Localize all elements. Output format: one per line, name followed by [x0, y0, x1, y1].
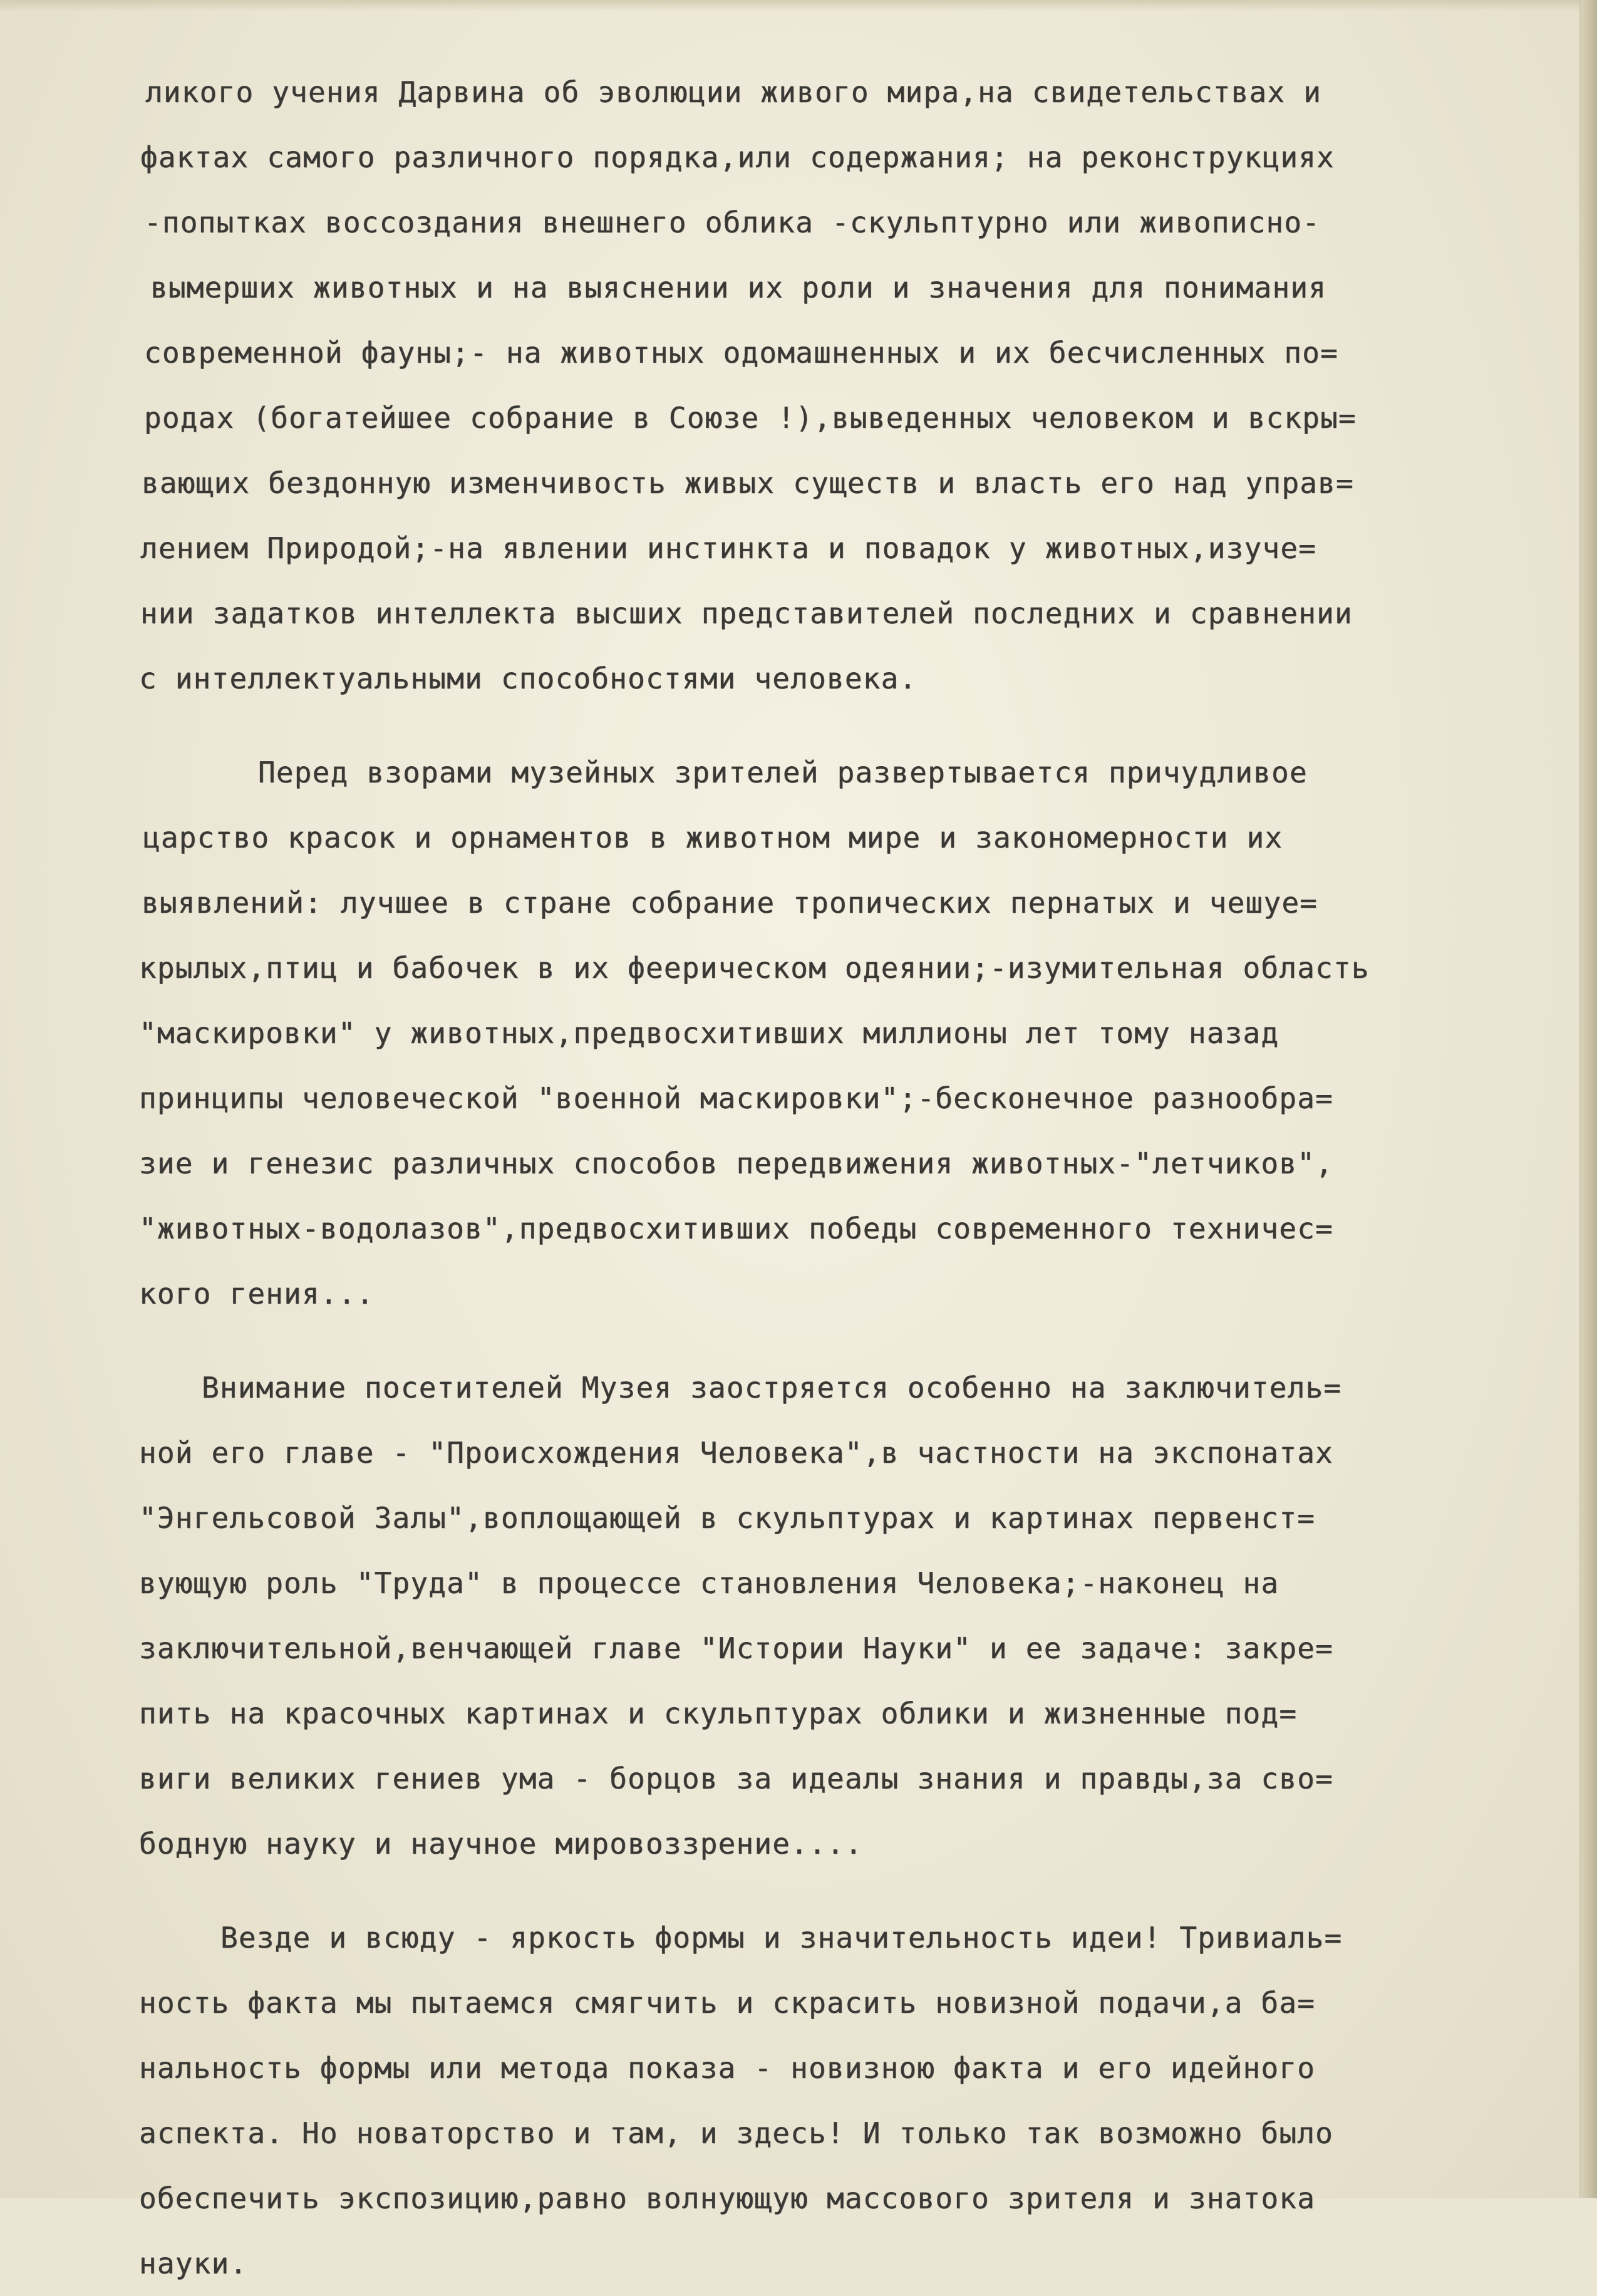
- text-line: ликого учения Дарвина об эволюции живого мира,на свидетельствах и: [145, 75, 1322, 109]
- page-right-edge: [1579, 0, 1597, 2198]
- text-line: ность факта мы пытаемся смягчить и скрасить новизной подачи,а ба=: [139, 1986, 1316, 2020]
- text-line: лением Природой;-на явлении инстинкта и повадок у животных,изуче=: [140, 531, 1317, 565]
- text-line: нальность формы или метода показа - новизною факта и его идейного: [139, 2051, 1316, 2085]
- text-line: бодную науку и научное мировоззрение....: [139, 1827, 863, 1861]
- text-line: принципы человеческой "военной маскировки";-бесконечное разнообра=: [139, 1081, 1334, 1115]
- text-line: зие и генезис различных способов передвижения животных-"летчиков",: [139, 1146, 1334, 1180]
- paragraph-gap: [139, 1876, 1542, 1905]
- text-line: родах (богатейшее собрание в Союзе !),выведенных человеком и вскры=: [144, 401, 1357, 435]
- text-line: науки.: [139, 2247, 248, 2280]
- text-line: Перед взорами музейных зрителей развертывается причудливое: [258, 756, 1308, 789]
- text-line: виги великих гениев ума - борцов за идеалы знания и правды,за сво=: [139, 1762, 1334, 1795]
- typed-text-body: [139, 60, 1542, 2296]
- paragraph-gap: [139, 1326, 1542, 1355]
- text-line: пить на красочных картинах и скульптурах облики и жизненные под=: [139, 1696, 1298, 1730]
- text-line: "маскировки" у животных,предвосхитивших миллионы лет тому назад: [139, 1016, 1279, 1050]
- text-line: заключительной,венчающей главе "Истории Науки" и ее задаче: закре=: [139, 1631, 1334, 1665]
- text-line: кого гения...: [139, 1277, 375, 1311]
- text-line: крылых,птиц и бабочек в их феерическом одеянии;-изумительная область: [139, 951, 1370, 985]
- text-line: ной его главе - "Происхождения Человека",в частности на экспонатах: [139, 1436, 1334, 1470]
- text-line: царство красок и орнаментов в животном мире и закономерности их: [143, 821, 1283, 855]
- text-line: нии задатков интеллекта высших представителей последних и сравнении: [140, 596, 1353, 630]
- text-line: Везде и всюду - яркость формы и значительность идеи! Тривиаль=: [220, 1921, 1343, 1955]
- text-line: выявлений: лучшее в стране собрание тропических пернатых и чешуе=: [142, 886, 1318, 920]
- text-line: с интеллектуальными способностями человека.: [139, 662, 917, 695]
- text-line: -попытках воссоздания внешнего облика -скульптурно или живописно-: [144, 205, 1321, 239]
- text-line: обеспечить экспозицию,равно волнующую массового зрителя и знатока: [139, 2181, 1316, 2215]
- text-line: "Энгельсовой Залы",воплощающей в скульптурах и картинах первенст=: [139, 1501, 1316, 1535]
- text-line: аспекта. Но новаторство и там, и здесь! И только так возможно было: [139, 2116, 1334, 2150]
- text-line: Внимание посетителей Музея заостряется особенно на заключитель=: [202, 1371, 1342, 1405]
- text-line: фактах самого различного порядка,или содержания; на реконструкциях: [140, 140, 1335, 174]
- text-line: вающих бездонную изменчивость живых существ и власть его над управ=: [142, 466, 1354, 500]
- text-line: вымерших животных и на выяснении их роли и значения для понимания: [150, 271, 1327, 304]
- text-line: современной фауны;- на животных одомашненных и их бесчисленных по=: [144, 336, 1339, 370]
- page-top-edge: [0, 0, 1597, 11]
- text-line: "животных-водолазов",предвосхитивших победы современного техничес=: [139, 1212, 1334, 1245]
- text-line: вующую роль "Труда" в процессе становления Человека;-наконец на: [139, 1566, 1279, 1600]
- paragraph-gap: [139, 711, 1542, 740]
